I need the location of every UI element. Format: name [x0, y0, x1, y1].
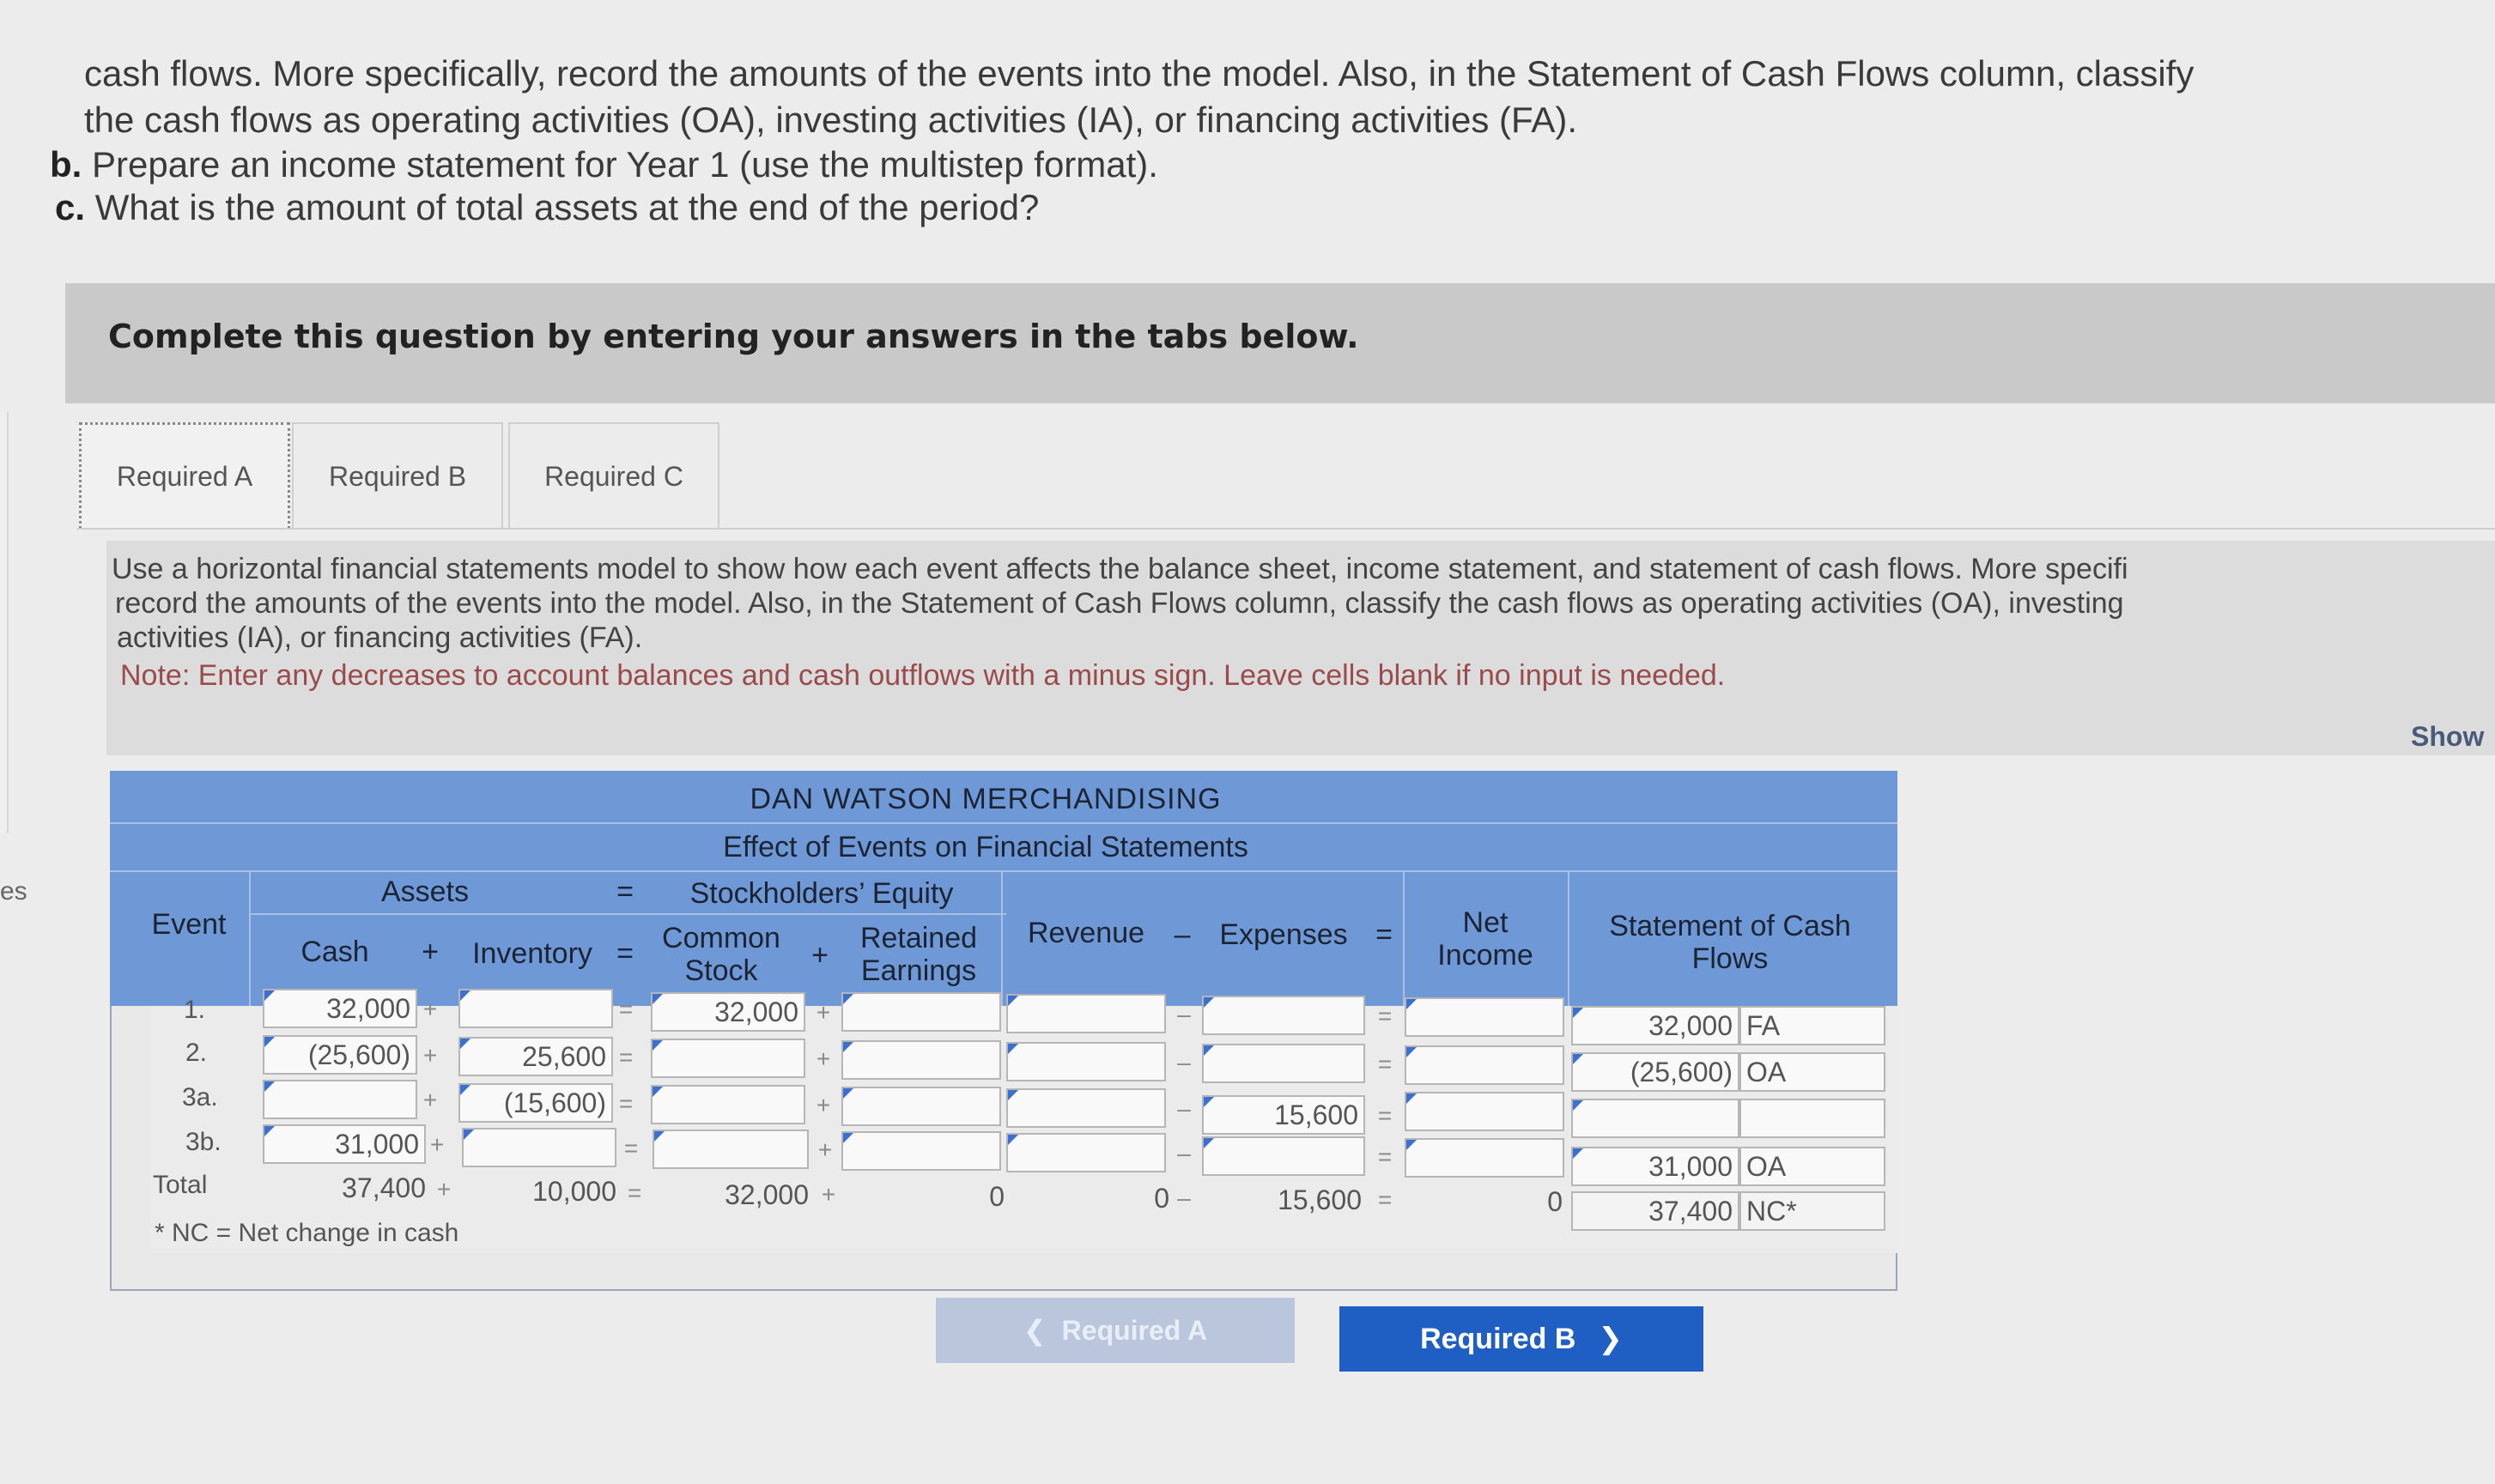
plus-sign: + — [817, 1136, 833, 1163]
tab-required-b[interactable] — [292, 422, 503, 529]
tab-label: Required B — [328, 460, 467, 492]
scf-classification-select[interactable] — [1739, 1099, 1885, 1138]
row-event-label: 3b. — [185, 1128, 222, 1156]
header-expenses: Expenses — [1219, 918, 1348, 951]
plus-sign: + — [816, 1092, 831, 1118]
tab-required-c[interactable] — [508, 422, 719, 529]
net-income-input[interactable] — [1405, 997, 1564, 1037]
previous-tab-button[interactable] — [936, 1298, 1295, 1363]
retained-earnings-input[interactable] — [841, 992, 1001, 1032]
instructions-line-3: activities (IA), or financing activities (FA). — [117, 621, 643, 654]
total-label: Total — [153, 1171, 208, 1199]
inventory-input[interactable]: (15,600) — [458, 1083, 613, 1123]
header-rule — [1001, 870, 1003, 1006]
revenue-input[interactable] — [1006, 1042, 1166, 1081]
row-event-label: 1. — [184, 996, 206, 1024]
chevron-left-icon: ❮ — [1023, 1315, 1047, 1346]
header-equity: Stockholders’ Equity — [689, 877, 954, 910]
expenses-input[interactable]: 15,600 — [1202, 1095, 1365, 1135]
cash-input[interactable]: (25,600) — [263, 1035, 417, 1075]
equals-sign: = — [1377, 1143, 1393, 1170]
plus-sign: + — [422, 996, 438, 1022]
tab-divider — [77, 528, 2495, 530]
header-plus: + — [811, 939, 829, 972]
plus-sign: + — [816, 999, 831, 1026]
table-footnote: * NC = Net change in cash — [155, 1219, 459, 1247]
next-tab-label: Required B — [1420, 1322, 1576, 1355]
retained-earnings-input[interactable] — [841, 1040, 1001, 1080]
revenue-input[interactable] — [1006, 994, 1166, 1033]
intro-c-text: What is the amount of total assets at the end of the period? — [94, 187, 1040, 227]
row-event-label: 2. — [185, 1039, 208, 1067]
plus-sign: + — [422, 1042, 438, 1069]
header-rule — [249, 870, 251, 1006]
scf-amount-input[interactable]: 31,000 — [1571, 1147, 1739, 1186]
chevron-right-icon: ❯ — [1598, 1323, 1623, 1355]
header-minus: – — [1174, 918, 1191, 951]
header-revenue: Revenue — [1027, 917, 1145, 949]
total-expenses: 15,600 — [1278, 1184, 1362, 1215]
common-stock-input[interactable] — [653, 1130, 809, 1169]
instructions-line-2: record the amounts of the events into the model. Also, in the Statement of Cash Flows column, classify the cash flows as operating activities (OA), investing — [115, 587, 2124, 620]
header-scf-2: Flows — [1691, 942, 1769, 975]
header-net-income-1: Net — [1462, 906, 1509, 939]
header-equals: = — [616, 937, 634, 970]
header-cash: Cash — [300, 936, 369, 968]
header-rule — [1403, 870, 1405, 1006]
instructions-line-1: Use a horizontal financial statements model to show how each event affects the balance sheet, income statement, and statement of cash flows. More specifi — [112, 553, 2128, 585]
tab-label: Required C — [544, 460, 683, 492]
equals-sign: = — [1377, 1102, 1393, 1129]
row-event-label: 3a. — [182, 1083, 218, 1111]
equals-sign: = — [623, 1135, 639, 1161]
inventory-input[interactable] — [458, 989, 613, 1028]
total-retained-earnings: 0 — [989, 1181, 1005, 1212]
inventory-input[interactable] — [462, 1128, 616, 1167]
scf-classification-select[interactable]: OA — [1739, 1052, 1885, 1092]
plus-sign: + — [816, 1045, 831, 1072]
inventory-input[interactable]: 25,600 — [458, 1037, 613, 1076]
total-common-stock: 32,000 — [725, 1179, 809, 1210]
banner-text: Complete this question by entering your answers in the tabs below. — [108, 318, 1359, 355]
equals-sign: = — [1377, 1186, 1393, 1213]
scf-amount-input[interactable]: (25,600) — [1571, 1052, 1739, 1092]
next-tab-button[interactable] — [1339, 1306, 1703, 1372]
net-income-input[interactable] — [1405, 1092, 1564, 1131]
intro-c — [55, 187, 1039, 228]
total-net-income: 0 — [1547, 1186, 1563, 1217]
equals-sign: = — [618, 996, 634, 1022]
revenue-input[interactable] — [1006, 1133, 1166, 1172]
intro-line-1: cash flows. More specifically, record the amounts of the events into the model. Also, in the Statement of Cash Flows column, classify — [84, 53, 2195, 94]
plus-sign: + — [429, 1131, 445, 1158]
cash-input[interactable] — [263, 1080, 417, 1119]
minus-sign: – — [1177, 1184, 1191, 1211]
total-inventory: 10,000 — [532, 1176, 616, 1207]
total-scf-code: NC* — [1739, 1191, 1885, 1231]
total-revenue: 0 — [1154, 1183, 1169, 1214]
scf-amount-input[interactable] — [1571, 1099, 1739, 1138]
header-rule — [251, 913, 1006, 915]
equals-sign: = — [627, 1179, 642, 1206]
minus-sign: – — [1177, 1001, 1191, 1027]
equals-sign: = — [1377, 1002, 1393, 1029]
intro-b — [50, 144, 1158, 185]
cash-input[interactable]: 31,000 — [263, 1124, 426, 1164]
intro-c-label: c. — [55, 187, 86, 227]
common-stock-input[interactable] — [651, 1039, 805, 1078]
header-assets: Assets — [380, 875, 470, 908]
scf-classification-select[interactable]: FA — [1739, 1006, 1885, 1045]
header-rule — [110, 822, 1897, 824]
scf-classification-select[interactable]: OA — [1739, 1147, 1885, 1186]
header-common-stock-2: Stock — [684, 954, 758, 987]
cash-input[interactable]: 32,000 — [263, 989, 417, 1028]
header-retained-2: Earnings — [860, 954, 977, 987]
intro-b-label: b. — [50, 144, 82, 185]
header-plus: + — [422, 936, 439, 968]
previous-tab-label: Required A — [1061, 1314, 1208, 1346]
left-panel-edge — [0, 412, 9, 833]
header-rule — [1568, 870, 1569, 1006]
total-scf-amount: 37,400 — [1571, 1191, 1739, 1231]
plus-sign: + — [436, 1176, 452, 1202]
intro-line-2: the cash flows as operating activities (OA), investing activities (IA), or financing activities (FA). — [84, 100, 1578, 140]
header-rule — [110, 870, 1897, 872]
retained-earnings-input[interactable] — [841, 1087, 1001, 1126]
total-cash: 37,400 — [342, 1172, 426, 1203]
plus-sign: + — [821, 1181, 836, 1208]
minus-sign: – — [1177, 1049, 1191, 1075]
equals-sign: = — [618, 1090, 634, 1117]
show-link-fragment[interactable]: Show — [2411, 721, 2485, 752]
header-inventory: Inventory — [472, 937, 592, 970]
intro-b-text: Prepare an income statement for Year 1 (use the multistep format). — [92, 144, 1158, 185]
expenses-input[interactable] — [1202, 1136, 1365, 1176]
common-stock-input[interactable] — [651, 1085, 805, 1124]
tab-required-a[interactable] — [79, 422, 290, 529]
net-income-input[interactable] — [1405, 1045, 1564, 1085]
scf-amount-input[interactable]: 32,000 — [1571, 1006, 1739, 1045]
equals-sign: = — [1377, 1051, 1393, 1077]
header-equals: = — [616, 875, 634, 908]
header-net-income-2: Income — [1437, 939, 1533, 972]
table-company-title: DAN WATSON MERCHANDISING — [750, 783, 1222, 815]
plus-sign: + — [422, 1087, 438, 1113]
header-common-stock-1: Common — [662, 922, 780, 954]
header-scf-1: Statement of Cash — [1609, 910, 1851, 942]
header-event: Event — [151, 908, 227, 941]
instructions-note: Note: Enter any decreases to account balances and cash outflows with a minus sign. Leave cells blank if no input is needed. — [120, 659, 1726, 692]
minus-sign: – — [1177, 1095, 1191, 1122]
common-stock-input[interactable]: 32,000 — [651, 992, 805, 1032]
revenue-input[interactable] — [1006, 1088, 1166, 1128]
tab-label: Required A — [116, 461, 253, 492]
expenses-input[interactable] — [1202, 1044, 1365, 1083]
equals-sign: = — [618, 1044, 634, 1070]
table-subtitle: Effect of Events on Financial Statements — [723, 831, 1248, 863]
minus-sign: – — [1177, 1140, 1191, 1166]
left-panel-fragment: es — [0, 877, 27, 906]
net-income-input[interactable] — [1405, 1138, 1564, 1178]
header-equals: = — [1375, 918, 1393, 951]
expenses-input[interactable] — [1202, 996, 1365, 1035]
header-retained-1: Retained — [859, 922, 978, 954]
retained-earnings-input[interactable] — [841, 1131, 1001, 1171]
